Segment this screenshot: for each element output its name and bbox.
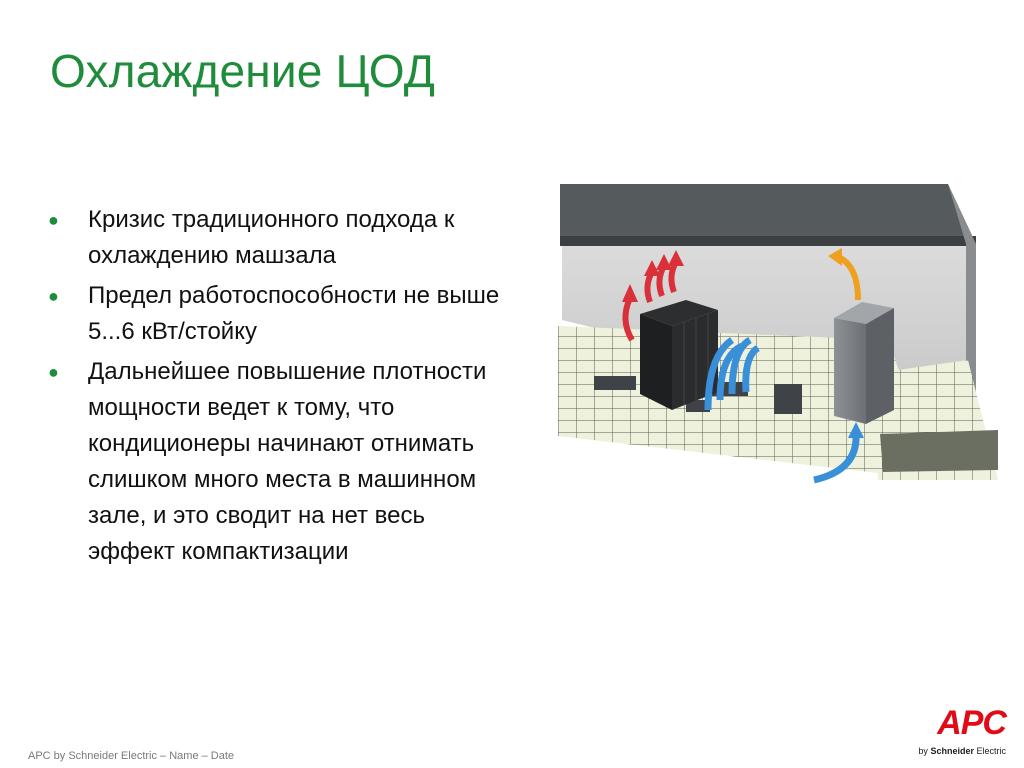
datacenter-cooling-illustration: [558, 180, 1004, 502]
bullet-text: Дальнейшее повышение плотности мощности ведет к тому, что кондиционеры начинают отнимать слишком много места в машинном зале, и это сводит на нет весь эффект компактизации: [88, 358, 487, 565]
bullet-list: [48, 202, 518, 574]
bullet-item: [48, 278, 518, 350]
logo-tagline: [918, 746, 1006, 756]
logo-by-text: by: [918, 746, 928, 756]
bullet-item: [48, 354, 518, 570]
bullet-text: Кризис традиционного подхода к охлаждению машзала: [88, 206, 455, 269]
apc-logo: [902, 704, 1014, 764]
logo-brand: APC: [937, 704, 1006, 742]
slide-title: Охлаждение ЦОД: [50, 45, 436, 97]
crac-unit-icon: [834, 302, 894, 424]
bullet-dot-icon: ●: [48, 210, 59, 230]
footer-text: APC by Schneider Electric – Name – Date: [28, 750, 235, 762]
bullet-dot-icon: ●: [48, 286, 59, 306]
logo-company-suffix: Electric: [976, 746, 1006, 756]
bullet-text: Предел работоспособности не выше 5...6 кВт/стойку: [88, 282, 500, 345]
bullet-dot-icon: ●: [48, 362, 59, 382]
bullet-item: [48, 202, 518, 274]
logo-company: Schneider: [930, 746, 974, 756]
